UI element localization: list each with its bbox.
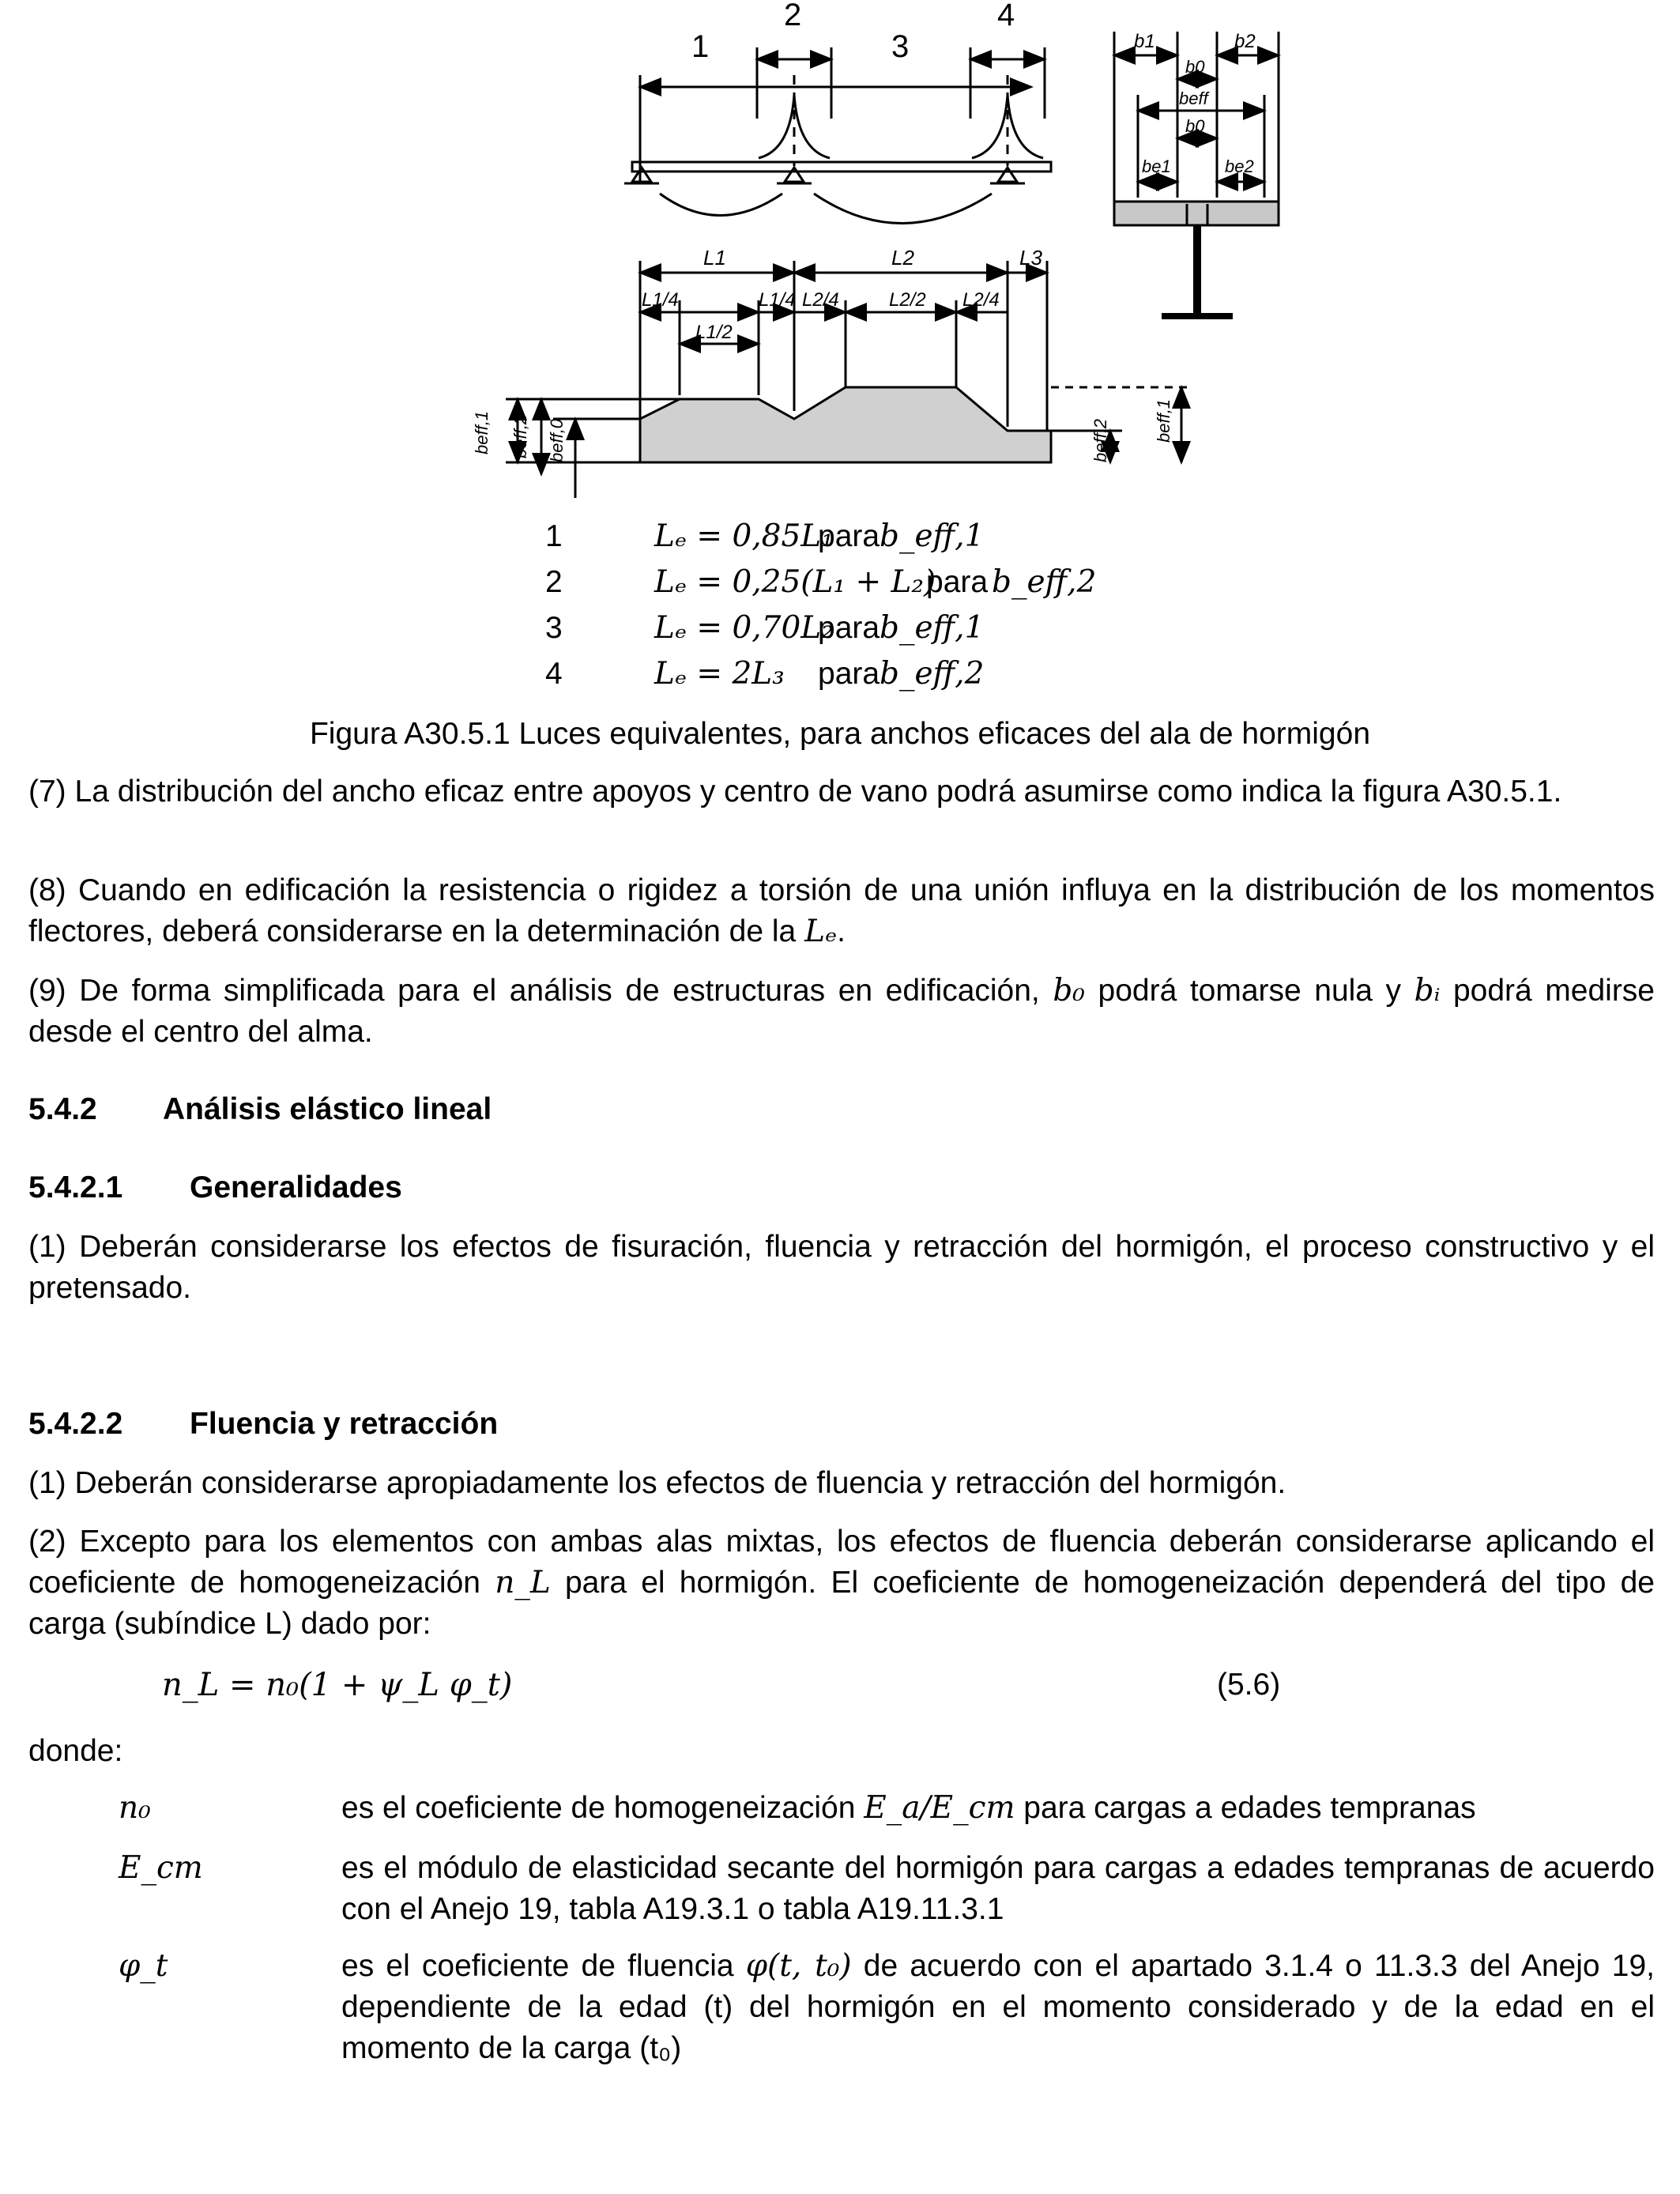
legend-target-4: b_eff,2 — [880, 656, 985, 692]
paragraph-9-text-c: podrá medirse desde el centro del alma. — [28, 974, 1655, 1049]
definition-n0-a: es el coeficiente de homogeneización — [341, 1791, 864, 1825]
figure-label-3: 3 — [891, 29, 910, 64]
legend-target-2: b_eff,2 — [992, 564, 1097, 600]
section-5422-paragraph-2 — [28, 1521, 1655, 1645]
label-beff: beff — [1179, 89, 1208, 108]
legend-number-1: 1 — [545, 519, 563, 553]
definition-phi-math: φ(t, t₀) — [745, 1948, 852, 1984]
label-L1-4-a: L1/4 — [642, 289, 679, 311]
label-L2-4-b: L2/4 — [962, 289, 1000, 311]
paragraph-8-math: Lₑ — [804, 914, 838, 949]
label-be2: be2 — [1225, 156, 1254, 176]
paragraph-8-text: (8) Cuando en edificación la resistencia o rigidez a torsión de una unión influya en la distribución de los momentos flectores, deberá considerarse en la determinación de la — [28, 873, 1655, 948]
paragraph-9-text-a: (9) De forma simplificada para el análisis de estructuras en edificación, — [28, 974, 1053, 1008]
legend-formula-2: Lₑ = 0,25(L₁ + L₂) — [654, 564, 936, 600]
definition-symbol-phi: φ_t — [119, 1948, 168, 1984]
legend-formula-3: Lₑ = 0,70L₂ — [654, 610, 834, 646]
definition-symbol-n0: n₀ — [119, 1790, 151, 1826]
label-L3: L3 — [1019, 246, 1042, 270]
label-L2: L2 — [891, 246, 914, 270]
effective-width-figure — [0, 0, 1680, 506]
donde-label: donde: — [28, 1734, 123, 1768]
label-b0-top: b0 — [1185, 57, 1205, 77]
definition-text-n0 — [341, 1788, 1655, 1829]
definition-phi-b: de acuerdo con el apartado 3.1.4 o 11.3.3 del Anejo 19, dependiente de la edad (t) del hormigón en el momento considerado y de la edad en el momento de la carga (t₀) — [341, 1949, 1655, 2065]
definition-text-ecm: es el módulo de elasticidad secante del hormigón para cargas a edades tempranas de acuerdo con el Anejo 19, tabla A19.3.1 o tabla A19.11.3.1 — [341, 1851, 1655, 1926]
legend-number-4: 4 — [545, 657, 563, 691]
legend-number-2: 2 — [545, 565, 563, 599]
paragraph-8-end: . — [837, 914, 846, 948]
label-b0-bottom: b0 — [1185, 116, 1205, 136]
figure-label-2: 2 — [784, 0, 802, 32]
figure-label-4: 4 — [997, 0, 1015, 32]
paragraph-9-math-b0: b₀ — [1053, 973, 1085, 1008]
paragraph-9-text-b: podrá tomarse nula y — [1084, 974, 1414, 1008]
equation-number: (5.6) — [1217, 1668, 1281, 1702]
legend-target-1: b_eff,1 — [880, 518, 985, 554]
definition-n0-math: E_a/E_cm — [864, 1790, 1015, 1826]
paragraph-7: (7) La distribución del ancho eficaz entre apoyos y centro de vano podrá asumirse como indica la figura A30.5.1. — [28, 775, 1562, 809]
definition-text-phi — [341, 1946, 1655, 2069]
label-beff1-right: beff,1 — [1154, 398, 1173, 443]
paragraph-2-text-b: para el hormigón. El coeficiente de homogeneización dependerá del tipo de carga (subíndice L) dado por: — [28, 1566, 1655, 1641]
paragraph-9 — [28, 971, 1655, 1053]
legend-word-3: para — [818, 611, 880, 645]
heading-542-number: 5.4.2 — [28, 1092, 97, 1126]
label-be1: be1 — [1142, 156, 1171, 176]
paragraph-8 — [28, 870, 1655, 952]
paragraph-2-text-a: (2) Excepto para los elementos con ambas alas mixtas, los efectos de fluencia deberán considerarse aplicando el coeficiente de homogeneización — [28, 1525, 1655, 1600]
legend-formula-1: Lₑ = 0,85L₁ — [654, 518, 834, 554]
label-b1: b1 — [1134, 31, 1155, 52]
label-beff1-left: beff,1 — [472, 410, 492, 454]
section-5421-paragraph-1: (1) Deberán considerarse los efectos de fisuración, fluencia y retracción del hormigón, el proceso constructivo y el pretensado. — [28, 1230, 1655, 1305]
label-beff2-left: beff,2 — [510, 414, 530, 458]
heading-5421-title: Generalidades — [190, 1171, 402, 1204]
heading-5422-title: Fluencia y retracción — [190, 1407, 499, 1441]
equation-5-6: n_L = n₀(1 + ψ_L φ_t) — [162, 1667, 513, 1703]
paragraph-2-math-nl: n_L — [495, 1565, 551, 1600]
heading-542-title: Análisis elástico lineal — [163, 1092, 492, 1126]
heading-5421-number: 5.4.2.1 — [28, 1171, 123, 1204]
definition-phi-a: es el coeficiente de fluencia — [341, 1949, 746, 1983]
label-L1-2: L1/2 — [695, 322, 733, 343]
label-L2-2: L2/2 — [889, 289, 926, 311]
definition-n0-b: para cargas a edades tempranas — [1015, 1791, 1476, 1825]
label-beff0-left: beff,0 — [547, 418, 567, 462]
label-beff2-right: beff,2 — [1090, 418, 1110, 462]
label-L1-4-b: L1/4 — [759, 289, 796, 311]
paragraph-9-math-bi: bᵢ — [1414, 973, 1441, 1008]
legend-word-4: para — [818, 657, 880, 691]
label-L2-4-a: L2/4 — [802, 289, 839, 311]
legend-target-3: b_eff,1 — [880, 610, 985, 646]
section-5422-paragraph-1: (1) Deberán considerarse apropiadamente los efectos de fluencia y retracción del hormigón. — [28, 1466, 1286, 1500]
legend-word-2: para — [926, 565, 989, 599]
legend-number-3: 3 — [545, 611, 563, 645]
legend-word-1: para — [818, 519, 880, 553]
label-b2: b2 — [1234, 31, 1256, 52]
figure-label-1: 1 — [691, 29, 710, 64]
legend-formula-4: Lₑ = 2L₃ — [654, 656, 785, 692]
heading-5422-number: 5.4.2.2 — [28, 1407, 123, 1441]
definition-symbol-ecm: E_cm — [119, 1850, 203, 1886]
figure-caption: Figura A30.5.1 Luces equivalentes, para anchos eficaces del ala de hormigón — [309, 717, 1371, 751]
label-L1: L1 — [703, 246, 726, 270]
